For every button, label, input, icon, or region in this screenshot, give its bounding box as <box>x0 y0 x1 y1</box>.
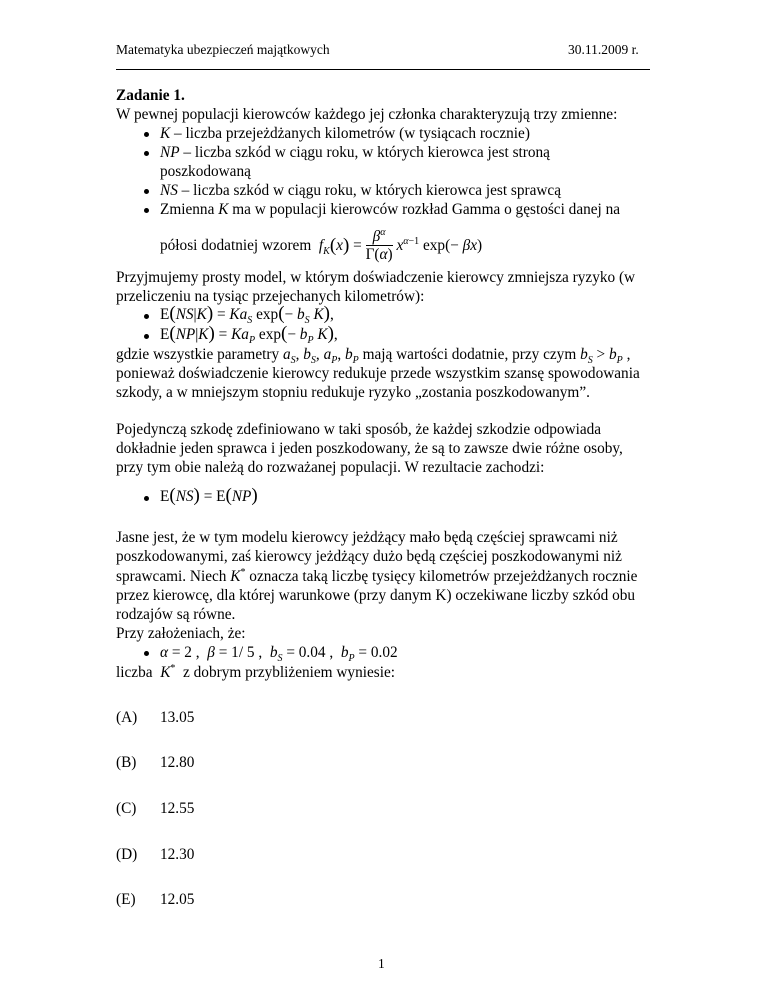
assume-line: Przy założeniach, że: <box>116 625 246 642</box>
para3-line4: przez kierowcę, dla której warunkowe (przy danym K) oczekiwane liczby szkód obu <box>116 587 636 604</box>
page-number: 1 <box>378 956 385 971</box>
formula-np: $E(NP|K) = Ka_P$ $\exp(- b_P$ K), <box>160 323 338 347</box>
density-formula: półosi dodatniej wzorem $f_K(x)$ = $\frac{\beta^\alpha}{\Gamma(\alpha)}$ $x^{\alpha-1}$ exp(− βx) <box>160 226 483 263</box>
answer-label: (E) <box>116 891 136 908</box>
para3-line1: Jasne jest, że w tym modelu kierowcy jeżdżący mało będą częściej sprawcami niż <box>116 529 618 546</box>
bullet-k: K – liczba przejeżdżanych kilometrów (w tysiącach rocznie) <box>160 125 530 142</box>
bullet-gamma: Zmienna K ma w populacji kierowców rozkład Gamma o gęstości danej na <box>160 201 621 218</box>
bullet-np: NP – liczba szkód w ciągu roku, w których kierowca jest stroną <box>160 144 550 161</box>
answer-value: 12.30 <box>160 846 195 863</box>
header-rule <box>116 69 650 70</box>
answer-label: (A) <box>116 709 138 726</box>
bullet-dot <box>144 651 149 656</box>
answer-value: 13.05 <box>160 709 195 726</box>
bullet-dot <box>144 314 149 319</box>
formula-ns: $E(NS|K) = Ka_S$ $\exp(- b_S$ K), <box>160 303 334 327</box>
para3-line2: poszkodowanymi, zaś kierowcy jeżdżący dużo będą częściej poszkodowanymi niż <box>116 548 622 565</box>
model-line1: Przyjmujemy prosty model, w którym doświadczenie kierowcy zmniejsza ryzyko (w <box>116 269 636 286</box>
bullet-np-cont: poszkodowaną <box>160 163 251 180</box>
model-line2: przeliczeniu na tysiąc przejechanych kilometrów): <box>116 288 425 305</box>
para3-line3: sprawcami. Niech K* oznacza taką liczbę tysięcy kilometrów przejeżdżanych rocznie <box>116 566 638 585</box>
header-title: Matematyka ubezpieczeń majątkowych <box>116 42 330 57</box>
formula-equal: E(NS) = E(NP) <box>160 485 258 506</box>
answer-label: (B) <box>116 754 137 771</box>
bullet-dot <box>144 151 149 156</box>
params-line: gdzie wszystkie parametry $a_S$, $b_S$, $a_P$, $b_P$ mają wartości dodatnie, przy czym $b_S > b_P$ , <box>116 346 631 367</box>
reason-line1: ponieważ doświadczenie kierowcy redukuje przede wszystkim szansę spowodowania <box>116 365 640 382</box>
para2-line1: Pojedynczą szkodę zdefiniowano w taki sposób, że każdej szkodzie odpowiada <box>116 421 602 438</box>
para2-line3: przy tym obie należą do rozważanej populacji. W rezultacie zachodzi: <box>116 459 545 476</box>
bullet-dot <box>144 189 149 194</box>
bullet-ns: NS – liczba szkód w ciągu roku, w których kierowca jest sprawcą <box>160 182 561 199</box>
bullet-dot <box>144 496 149 501</box>
answer-label: (D) <box>116 846 138 863</box>
answer-value: 12.05 <box>160 891 195 908</box>
para3-line5: rodzajów są równe. <box>116 606 236 623</box>
bullet-dot <box>144 208 149 213</box>
task-title: Zadanie 1. <box>116 87 185 104</box>
bullet-dot <box>144 334 149 339</box>
reason-line2: szkody, a w mniejszym stopniu redukuje ryzyko „zostania poszkodowanym”. <box>116 384 590 401</box>
task-intro: W pewnej populacji kierowców każdego jej członka charakteryzują trzy zmienne: <box>116 106 618 123</box>
answer-value: 12.55 <box>160 800 195 817</box>
bullet-dot <box>144 132 149 137</box>
answer-label: (C) <box>116 800 137 817</box>
assumption-values: α = 2 , β = 1/ 5 , $b_S = 0.04$ , $b_P = 0.02$ <box>160 644 398 665</box>
para2-line2: dokładnie jeden sprawca i jeden poszkodowany, że są to zawsze dwie różne osoby, <box>116 440 623 457</box>
result-line: liczba K* z dobrym przybliżeniem wyniesie: <box>116 662 396 681</box>
answer-value: 12.80 <box>160 754 195 771</box>
header-date: 30.11.2009 r. <box>568 42 639 57</box>
